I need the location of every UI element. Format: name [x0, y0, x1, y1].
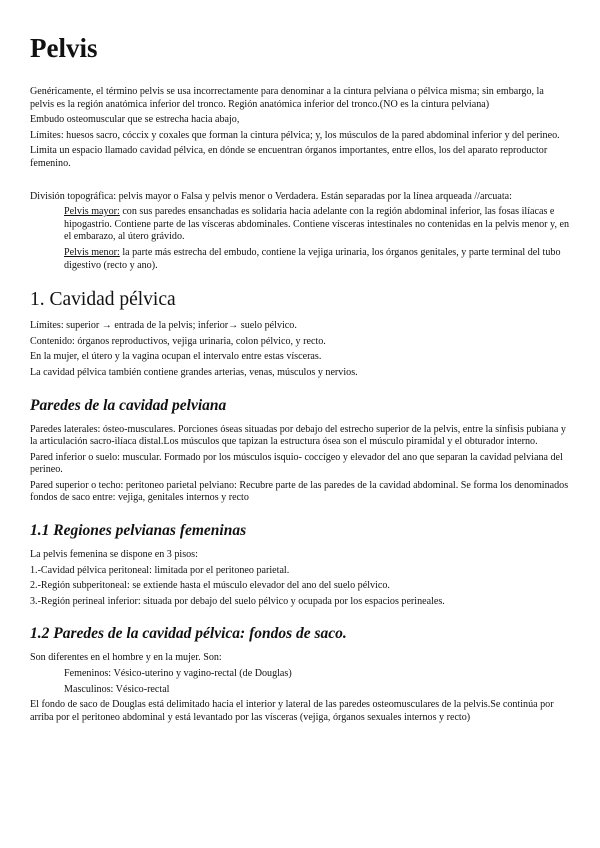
subheading-paredes: Paredes de la cavidad pelviana — [30, 396, 227, 414]
fondos-masculinos: Masculinos: Vésico-rectal — [64, 683, 170, 695]
cavidad-line-3: En la mujer, el útero y la vagina ocupan el intervalo entre estas vísceras. — [30, 351, 322, 363]
pelvis-menor-paragraph — [30, 247, 570, 272]
section-heading-cavidad: 1. Cavidad pélvica — [30, 289, 176, 311]
pelvis-mayor-label: Pelvis mayor: — [64, 206, 120, 218]
subheading-regiones: 1.1 Regiones pelvianas femeninas — [30, 522, 247, 540]
intro-paragraph-1: Genéricamente, el término pelvis se usa incorrectamente para denominar a la cintura pelviana o pélvica misma; sin embargo, la pelvis es la región anatómica inferior del tronco. Región anatómica inferior del tronco.(NO es la cintura pelviana) — [30, 86, 544, 110]
regiones-line-4: 3.-Región perineal inferior: situada por debajo del suelo pélvico y ocupada por los espacios perineales. — [30, 595, 445, 607]
intro-paragraph-4: Limita un espacio llamado cavidad pélvica, en dónde se encuentran órganos importantes, entre ellos, los del aparato reproductor femenino. — [30, 145, 548, 169]
regiones-line-3: 2.-Región subperitoneal: se extiende hasta el músculo elevador del ano del suelo pélvico. — [30, 580, 390, 592]
paredes-line-1: Paredes laterales: ósteo-musculares. Porciones óseas situadas por debajo del estrecho superior de la pelvis, entre la sínfisis pubiana y la articulación sacro-ilíaca distal.Los músculos que tapizan la estructura ósea son el músculo piramidal y el obturador interno. — [30, 423, 566, 448]
fondos-intro: Son diferentes en el hombre y en la mujer. Son: — [30, 652, 222, 664]
division-paragraph: División topográfica: pelvis mayor o Falsa y pelvis menor o Verdadera. Están separadas por la línea arqueada //arcuata: — [30, 190, 512, 202]
intro-paragraph-2: Embudo osteomuscular que se estrecha hacia abajo, — [30, 114, 240, 126]
cavidad-line-2: Contenido: órganos reproductivos, vejiga urinaria, colon pélvico, y recto. — [30, 335, 326, 347]
cavidad-line-4: La cavidad pélvica también contiene grandes arterias, venas, músculos y nervios. — [30, 366, 358, 378]
pelvis-menor-text: la parte más estrecha del embudo, contiene la vejiga urinaria, los órganos genitales, y parte terminal del tubo digestivo (recto y ano). — [64, 246, 561, 271]
paredes-line-3: Pared superior o techo: peritoneo parietal pelviano: Recubre parte de las paredes de la cavidad abdominal. Se forma los denominados fondos de saco entre: vejiga, genitales internos y recto — [30, 479, 569, 504]
pelvis-menor-label: Pelvis menor: — [64, 246, 120, 258]
cavidad-line-1: Límites: superior → entrada de la pelvis; inferior→ suelo pélvico. — [30, 320, 297, 332]
fondos-final: El fondo de saco de Douglas está delimitado hacia el interior y lateral de las paredes osteomusculares de la pelvis.Se continúa por arriba por el peritoneo abdominal y está levantado por las vísceras (vejiga, órganos sexuales internos y recto) — [30, 699, 554, 723]
fondos-femeninos: Femeninos: Vésico-uterino y vagino-rectal (de Douglas) — [64, 668, 292, 680]
subheading-fondos: 1.2 Paredes de la cavidad pélvica: fondos de saco. — [30, 625, 347, 643]
pelvis-mayor-text: con sus paredes ensanchadas es solidaria hacia adelante con la región abdominal inferior, las fosas ilíacas e hipogastrio. Contiene parte de las vísceras abdominales. Contiene vísceras intestinales no contenidas en la pelvis menor y, en el embarazo, al útero grávido. — [64, 206, 570, 243]
pelvis-mayor-paragraph — [30, 206, 570, 244]
regiones-line-2: 1.-Cavidad pélvica peritoneal: limitada por el peritoneo parietal. — [30, 564, 290, 576]
regiones-line-1: La pelvis femenina se dispone en 3 pisos: — [30, 549, 198, 561]
intro-paragraph-3: Límites: huesos sacro, cóccix y coxales que forman la cintura pélvica; y, los músculos de la pared abdominal inferior y del perineo. — [30, 129, 560, 141]
paredes-line-2: Pared inferior o suelo: muscular. Formado por los músculos isquio- coccígeo y elevador del ano que separan la cavidad pelviana del perineo. — [30, 451, 563, 476]
page-title: Pelvis — [30, 33, 98, 63]
